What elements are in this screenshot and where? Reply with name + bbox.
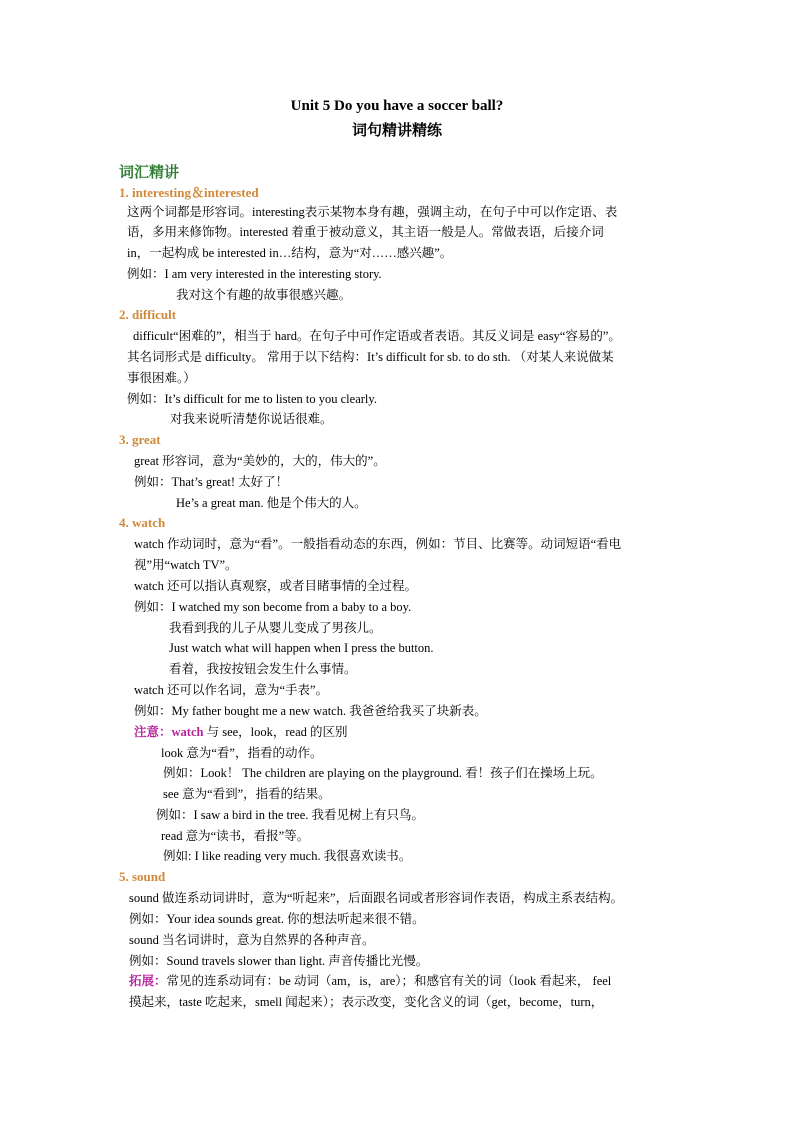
- note-text: 与 see，look，read 的区别: [203, 725, 348, 739]
- example-translation: 我对这个有趣的故事很感兴趣。: [176, 288, 352, 302]
- section-heading: 词汇精讲: [119, 165, 180, 181]
- page-subtitle: 词句精讲精练: [351, 123, 442, 139]
- unit-title: Unit 5 Do you have a soccer ball?: [290, 98, 504, 114]
- text-line: in，一起构成 be interested in…结构，意为“对……感兴趣”。: [127, 246, 453, 260]
- example-line: 例如：That’s great! 太好了！: [134, 475, 289, 489]
- text-line: sound 当名词讲时，意为自然界的各种声音。: [129, 933, 375, 947]
- extend-text: 常见的连系动词有：be 动词（am，is，are）；和感官有关的词（look 看起来， feel: [166, 974, 612, 988]
- text-line: 其名词形式是 difficulty。 常用于以下结构：It’s difficult for sb. to do sth. （对某人来说做某: [127, 350, 614, 364]
- item-heading-great: 3. great: [119, 432, 161, 447]
- example-line: 例如：I watched my son become from a baby to a boy.: [134, 600, 412, 614]
- text-line: watch 还可以作名词，意为“手表”。: [134, 683, 329, 697]
- example-translation: 看着，我按按钮会发生什么事情。: [169, 662, 357, 676]
- text-line: 这两个词都是形容词。interesting表示某物本身有趣，强调主动，在句子中可以作定语、表: [127, 205, 618, 219]
- example-line: 例如：It’s difficult for me to listen to you clearly.: [127, 392, 377, 406]
- text-line: difficult“困难的”，相当于 hard。在句子中可作定语或者表语。其反义词是 easy“容易的”。: [133, 329, 621, 343]
- example-translation: 对我来说听清楚你说话很难。: [170, 412, 333, 426]
- text-line: watch 还可以指认真观察，或者目睹事情的全过程。: [134, 579, 417, 593]
- note-label: 注意：watch: [134, 725, 204, 739]
- item-heading-interesting: 1. interesting＆interested: [119, 185, 259, 200]
- example-line: He’s a great man. 他是个伟大的人。: [176, 496, 367, 510]
- text-line: watch 作动词时，意为“看”。一般指看动态的东西，例如：节目、比赛等。动词短语“看电: [134, 537, 622, 551]
- note-line: [134, 724, 348, 740]
- note-subline: see 意为“看到”，指看的结果。: [163, 787, 331, 801]
- example-line: 例如：Your idea sounds great. 你的想法听起来很不错。: [129, 912, 425, 926]
- text-line: sound 做连系动词讲时，意为“听起来”，后面跟名词或者形容词作表语，构成主系表结构。: [129, 891, 624, 905]
- text-line: 视”用“watch TV”。: [134, 558, 238, 572]
- example-line: 例如：Sound travels slower than light. 声音传播比光慢。: [129, 954, 429, 968]
- extend-line: [129, 973, 611, 989]
- text-line: 语，多用来修饰物。interested 着重于被动意义，其主语一般是人。常做表语，后接介词: [127, 225, 604, 239]
- example-line: Just watch what will happen when I press the button.: [169, 641, 434, 655]
- note-subline: look 意为“看”，指看的动作。: [161, 746, 323, 760]
- extend-label: 拓展：: [129, 974, 167, 988]
- text-line: 事很困难。）: [127, 371, 196, 385]
- example-line: 例如：I am very interested in the interesting story.: [127, 267, 382, 281]
- text-line: great 形容词，意为“美妙的，大的，伟大的”。: [134, 454, 386, 468]
- item-heading-sound: 5. sound: [119, 869, 166, 884]
- note-example: 例如: I like reading very much. 我很喜欢读书。: [163, 849, 412, 863]
- note-example: 例如：I saw a bird in the tree. 我看见树上有只鸟。: [156, 808, 425, 822]
- example-translation: 我看到我的儿子从婴儿变成了男孩儿。: [169, 621, 382, 635]
- note-example: 例如：Look！ The children are playing on the playground. 看！孩子们在操场上玩。: [163, 766, 603, 780]
- item-heading-difficult: 2. difficult: [119, 307, 177, 322]
- example-line: 例如：My father bought me a new watch. 我爸爸给我买了块新表。: [134, 704, 487, 718]
- item-heading-watch: 4. watch: [119, 515, 166, 530]
- extend-line: 摸起来，taste 吃起来，smell 闻起来）；表示改变，变化含义的词（get，become，turn，: [129, 995, 604, 1009]
- note-subline: read 意为“读书，看报”等。: [161, 829, 310, 843]
